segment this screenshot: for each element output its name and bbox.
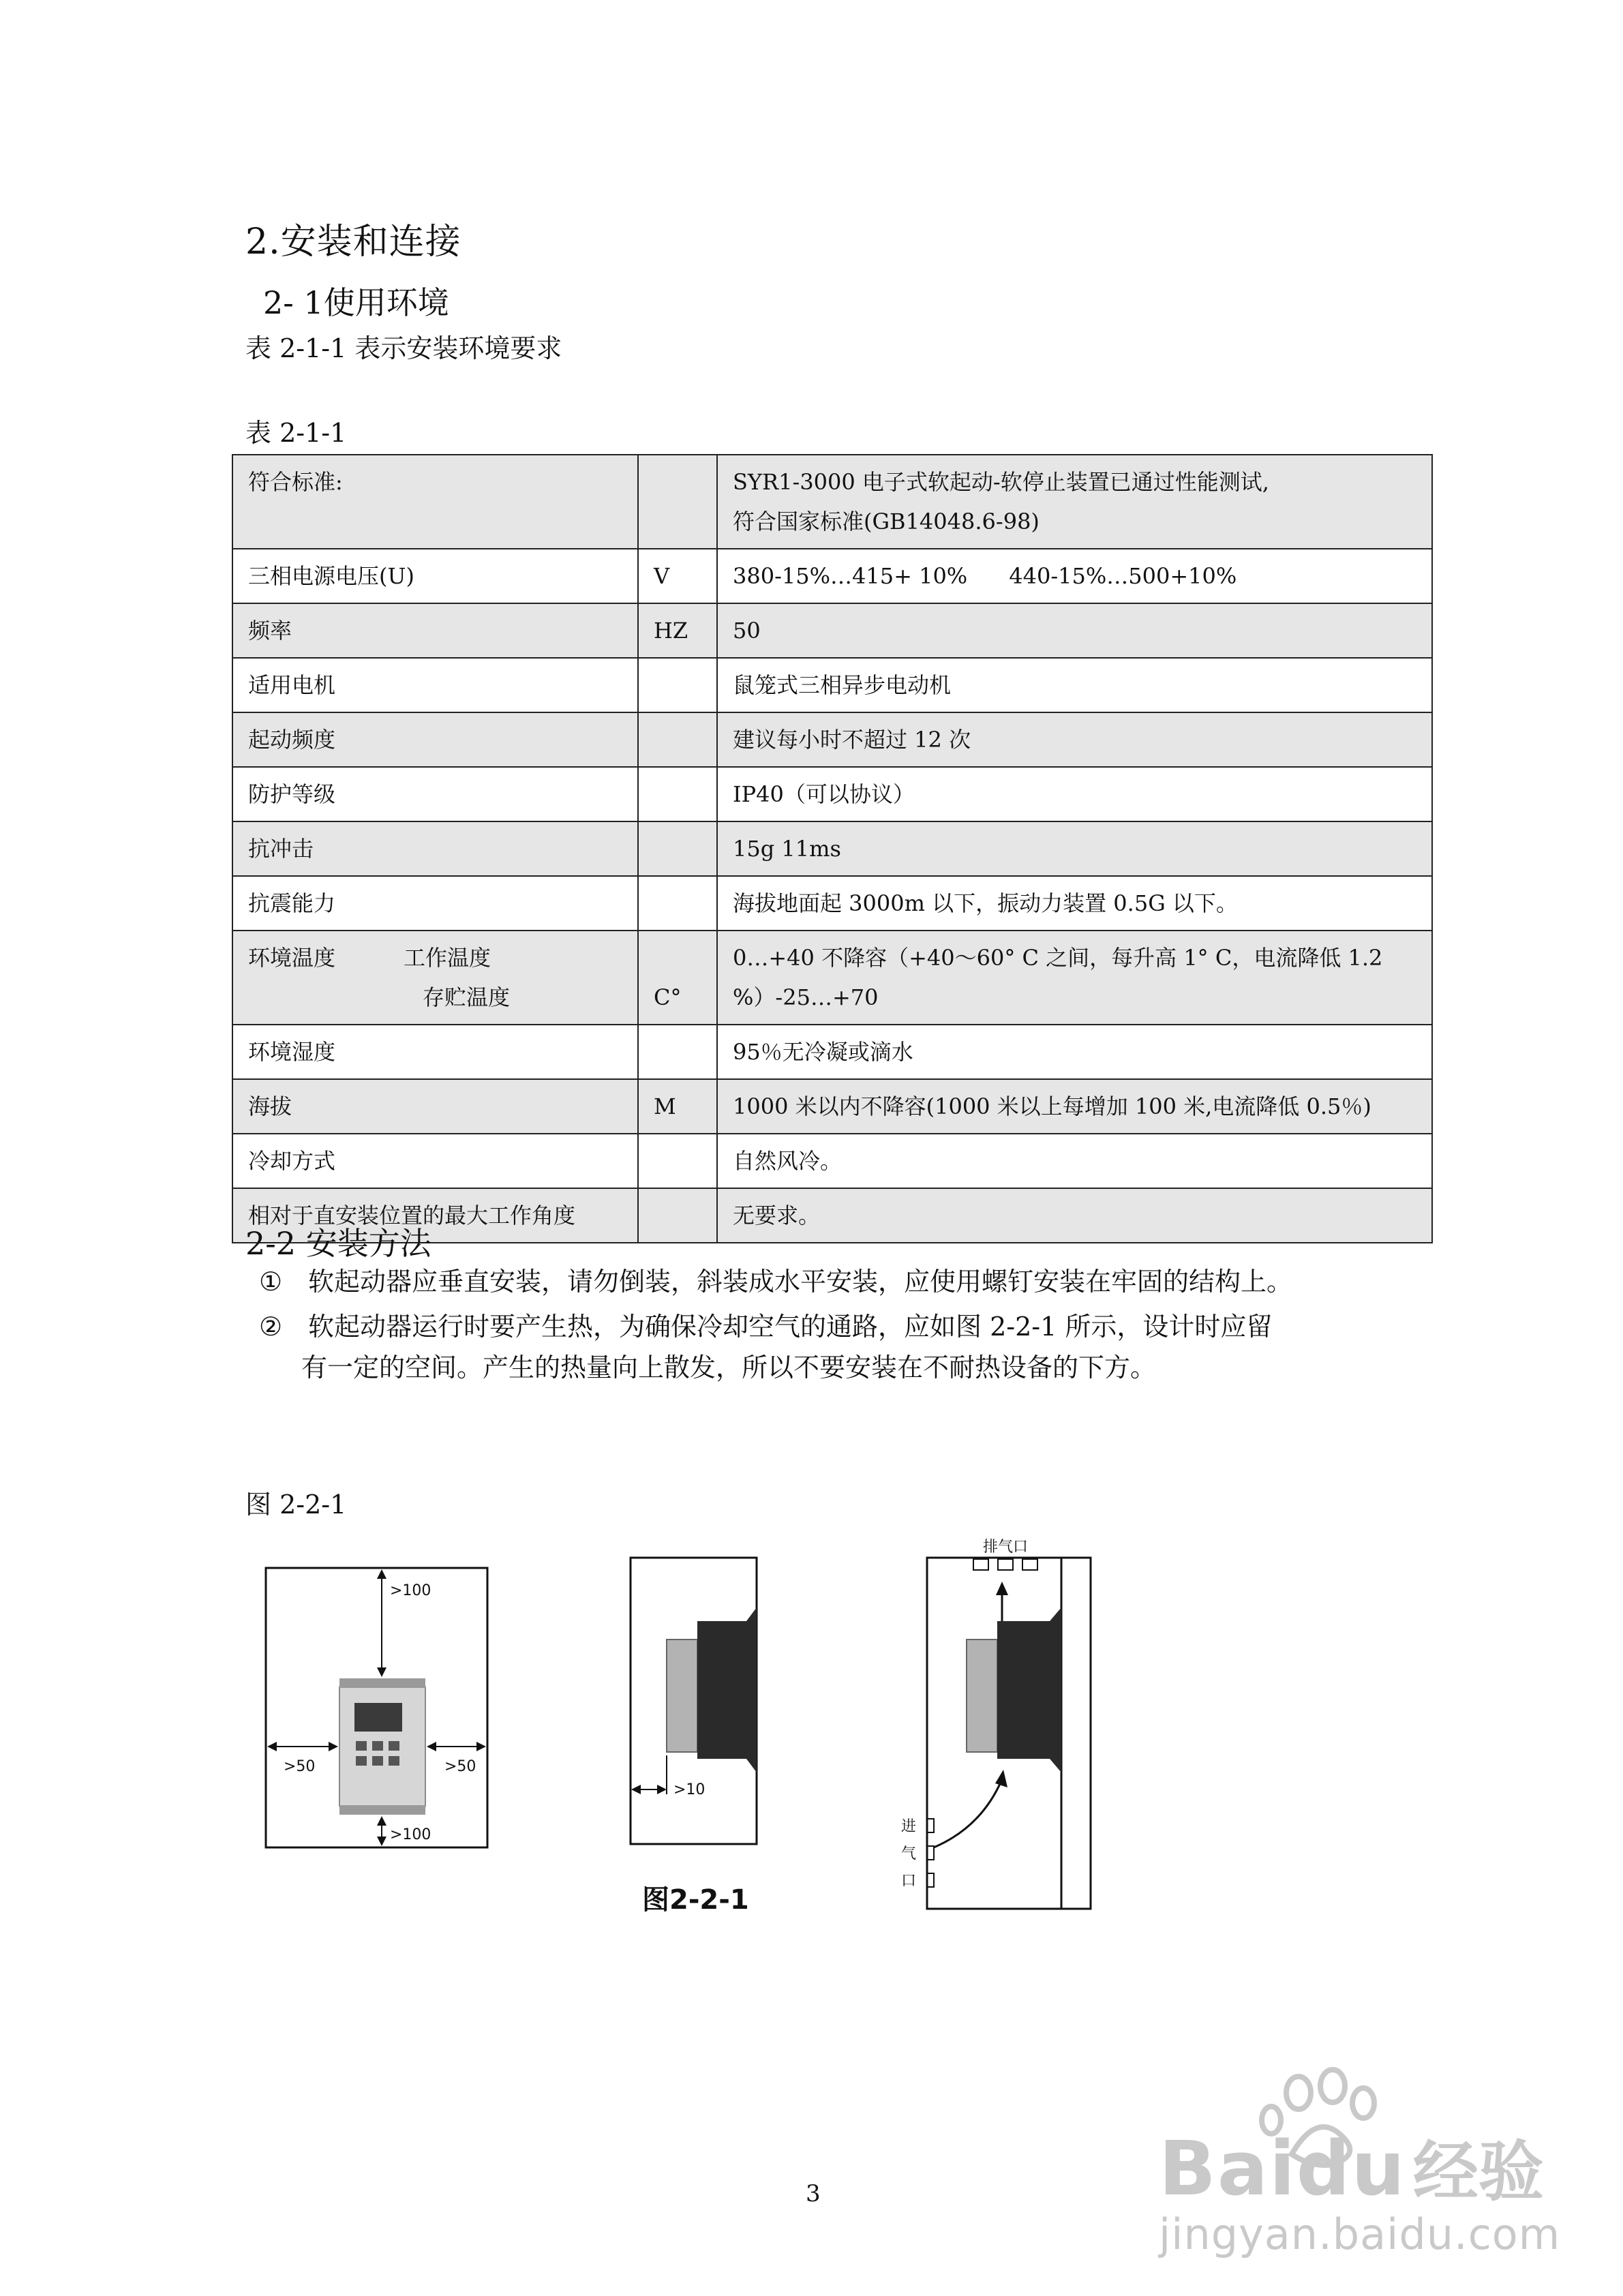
param-cell: 符合标准: bbox=[232, 455, 638, 549]
value-cell: 鼠笼式三相异步电动机 bbox=[717, 658, 1432, 712]
unit-cell bbox=[638, 1025, 717, 1079]
unit-cell: M bbox=[638, 1079, 717, 1134]
value-cell: 95％无冷凝或滴水 bbox=[717, 1025, 1432, 1079]
unit-cell bbox=[638, 767, 717, 821]
value-cell: 1000 米以内不降容(1000 米以上每增加 100 米,电流降低 0.5％) bbox=[717, 1079, 1432, 1134]
table-caption: 表 2-1-1 bbox=[245, 418, 347, 448]
value-cell: 建议每小时不超过 12 次 bbox=[717, 712, 1432, 767]
table-row bbox=[232, 1079, 1432, 1134]
param-cell: 防护等级 bbox=[232, 767, 638, 821]
unit-cell bbox=[638, 1188, 717, 1243]
list-item: ② 软起动器运行时要产生热，为确保冷却空气的通路，应如图 2-2-1 所示，设计时应留 有一定的空间。产生的热量向上散发，所以不要安装在不耐热设备的下方。 bbox=[259, 1312, 1273, 1383]
table-row bbox=[232, 549, 1432, 603]
table-row bbox=[232, 603, 1432, 658]
environment-table bbox=[232, 454, 1433, 1243]
table-row bbox=[232, 876, 1432, 931]
value-cell: 自然风冷。 bbox=[717, 1134, 1432, 1188]
section-heading: 2.安装和连接 bbox=[245, 222, 461, 262]
left-clearance-label: >50 bbox=[284, 1758, 316, 1775]
value-cell: 15g 11ms bbox=[717, 821, 1432, 876]
device-bottom-terminals bbox=[339, 1805, 425, 1815]
param-cell: 适用电机 bbox=[232, 658, 638, 712]
value-cell: 50 bbox=[717, 603, 1432, 658]
device-display bbox=[354, 1703, 402, 1732]
list-item: ① 软起动器应垂直安装，请勿倒装，斜装成水平安装，应使用螺钉安装在牢固的结构上。 bbox=[259, 1267, 1293, 1297]
device-top-terminals bbox=[339, 1678, 425, 1688]
param-cell: 抗震能力 bbox=[232, 876, 638, 931]
param-cell: 环境湿度 bbox=[232, 1025, 638, 1079]
table-row bbox=[232, 455, 1432, 549]
unit-cell bbox=[638, 658, 717, 712]
param-cell: 抗冲击 bbox=[232, 821, 638, 876]
value-cell: 0…+40 不降容（+40～60° C 之间，每升高 1° C，电流降低 1.2 %）-25…+70 bbox=[717, 931, 1432, 1025]
param-cell: 相对于直安装位置的最大工作角度 bbox=[232, 1188, 638, 1243]
exhaust-vent-label: 排气口 bbox=[983, 1539, 1029, 1556]
unit-cell: V bbox=[638, 549, 717, 603]
value-cell: 海拔地面起 3000m 以下，振动力装置 0.5G 以下。 bbox=[717, 876, 1432, 931]
param-cell: 频率 bbox=[232, 603, 638, 658]
subsection-heading: 2- 1使用环境 bbox=[263, 284, 449, 321]
page-number: 3 bbox=[806, 2180, 821, 2207]
top-clearance-label: >100 bbox=[390, 1582, 431, 1599]
param-cell: 冷却方式 bbox=[232, 1134, 638, 1188]
param-cell: 起动频度 bbox=[232, 712, 638, 767]
value-cell: 380-15%…415+ 10% 440-15%…500+10% bbox=[717, 549, 1432, 603]
intake-airflow-arrow bbox=[934, 1779, 1002, 1847]
unit-cell bbox=[638, 1134, 717, 1188]
value-cell: 无要求。 bbox=[717, 1188, 1432, 1243]
intake-label-char: 气 bbox=[901, 1845, 917, 1862]
table-row bbox=[232, 1025, 1432, 1079]
baidu-watermark: Baidu 经验 jingyan.baidu.com bbox=[1159, 2125, 1561, 2259]
bottom-clearance-label: >100 bbox=[390, 1826, 431, 1843]
value-cell: IP40（可以协议） bbox=[717, 767, 1432, 821]
right-clearance-label: >50 bbox=[444, 1758, 476, 1775]
param-cell: 海拔 bbox=[232, 1079, 638, 1134]
unit-cell bbox=[638, 712, 717, 767]
param-cell: 三相电源电压(U) bbox=[232, 549, 638, 603]
intake-label-char: 口 bbox=[901, 1873, 917, 1890]
table-row bbox=[232, 712, 1432, 767]
unit-cell: C° bbox=[638, 931, 717, 1025]
table-row bbox=[232, 931, 1432, 1025]
device-body-side bbox=[697, 1607, 757, 1772]
table-row bbox=[232, 821, 1432, 876]
unit-cell: HZ bbox=[638, 603, 717, 658]
unit-cell bbox=[638, 821, 717, 876]
unit-cell bbox=[638, 455, 717, 549]
device-front-face bbox=[967, 1640, 997, 1752]
unit-cell bbox=[638, 876, 717, 931]
figure-caption: 图 2-2-1 bbox=[245, 1490, 347, 1520]
install-method-heading: 2-2 安装方法 bbox=[245, 1225, 431, 1262]
param-cell: 环境温度 工作温度 存贮温度 bbox=[232, 931, 638, 1025]
table-row bbox=[232, 767, 1432, 821]
device-front-face bbox=[667, 1640, 697, 1752]
table-row bbox=[232, 658, 1432, 712]
figure-inner-caption: 图2-2-1 bbox=[642, 1884, 749, 1916]
side-clearance-label: >10 bbox=[673, 1781, 706, 1798]
value-cell: SYR1-3000 电子式软起动-软停止装置已通过性能测试, 符合国家标准(GB14048.6-98) bbox=[717, 455, 1432, 549]
intro-text: 表 2-1-1 表示安装环境要求 bbox=[245, 333, 562, 363]
device-body-side bbox=[997, 1607, 1061, 1772]
intake-label-char: 进 bbox=[901, 1818, 917, 1835]
installation-clearance-figure bbox=[245, 1527, 1132, 1936]
table-row bbox=[232, 1134, 1432, 1188]
